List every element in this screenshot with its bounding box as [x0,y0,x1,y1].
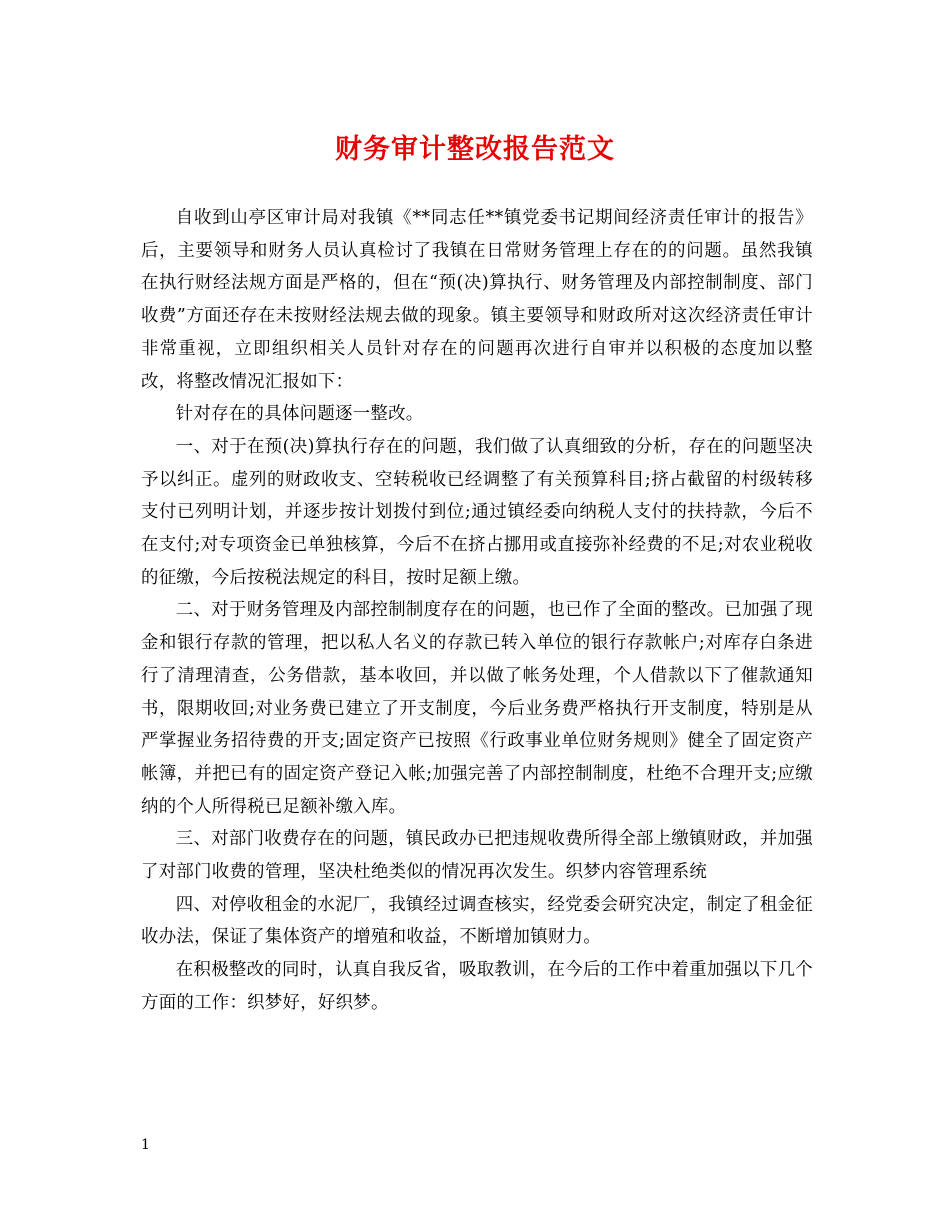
paragraph-item-1: 一、对于在预(决)算执行存在的问题，我们做了认真细致的分析，存在的问题坚决予以纠正。虚列的财政收支、空转税收已经调整了有关预算科目;挤占截留的村级转移支付已列明计划，并逐步按计划拨付到位;通过镇经委向纳税人支付的扶持款，今后不在支付;对专项资金已单独核算，今后不在挤占挪用或直接弥补经费的不足;对农业税收的征缴，今后按税法规定的科目，按时足额上缴。 [141,436,813,588]
paragraph-intro: 自收到山亭区审计局对我镇《**同志任**镇党委书记期间经济责任审计的报告》后，主要领导和财务人员认真检讨了我镇在日常财务管理上存在的的问题。虽然我镇在执行财经法规方面是严格的，但在“预(决)算执行、财务管理及内部控制制度、部门收费”方面还存在未按财经法规去做的现象。镇主要领导和财政所对这次经济责任审计非常重视，立即组织相关人员针对存在的问题再次进行自审并以积极的态度加以整改，将整改情况汇报如下： [141,208,813,392]
page-number: 1 [141,1137,150,1153]
paragraph-closing: 在积极整改的同时，认真自我反省，吸取教训，在今后的工作中着重加强以下几个方面的工作：织梦好，好织梦。 [141,960,813,1013]
paragraph-item-2: 二、对于财务管理及内部控制制度存在的问题，也已作了全面的整改。已加强了现金和银行存款的管理，把以私人名义的存款已转入单位的银行存款帐户;对库存白条进行了清理清查，公务借款，基本收回，并以做了帐务处理，个人借款以下了催款通知书，限期收回;对业务费已建立了开支制度，今后业务费严格执行开支制度，特别是从严掌握业务招待费的开支;固定资产已按照《行政事业单位财务规则》健全了固定资产帐簿，并把已有的固定资产登记入帐;加强完善了内部控制制度，杜绝不合理开支;应缴纳的个人所得税已足额补缴入库。 [141,600,813,817]
document-title: 财务审计整改报告范文 [335,134,615,165]
document-body [141,202,813,1020]
paragraph-item-3: 三、对部门收费存在的问题，镇民政办已把违规收费所得全部上缴镇财政，并加强了对部门收费的管理，坚决杜绝类似的情况再次发生。织梦内容管理系统 [141,829,813,883]
paragraph-item-4: 四、对停收租金的水泥厂，我镇经过调查核实，经党委会研究决定，制定了租金征收办法，保证了集体资产的增殖和收益，不断增加镇财力。 [141,894,813,948]
paragraph-summary: 针对存在的具体问题逐一整改。 [175,404,424,425]
